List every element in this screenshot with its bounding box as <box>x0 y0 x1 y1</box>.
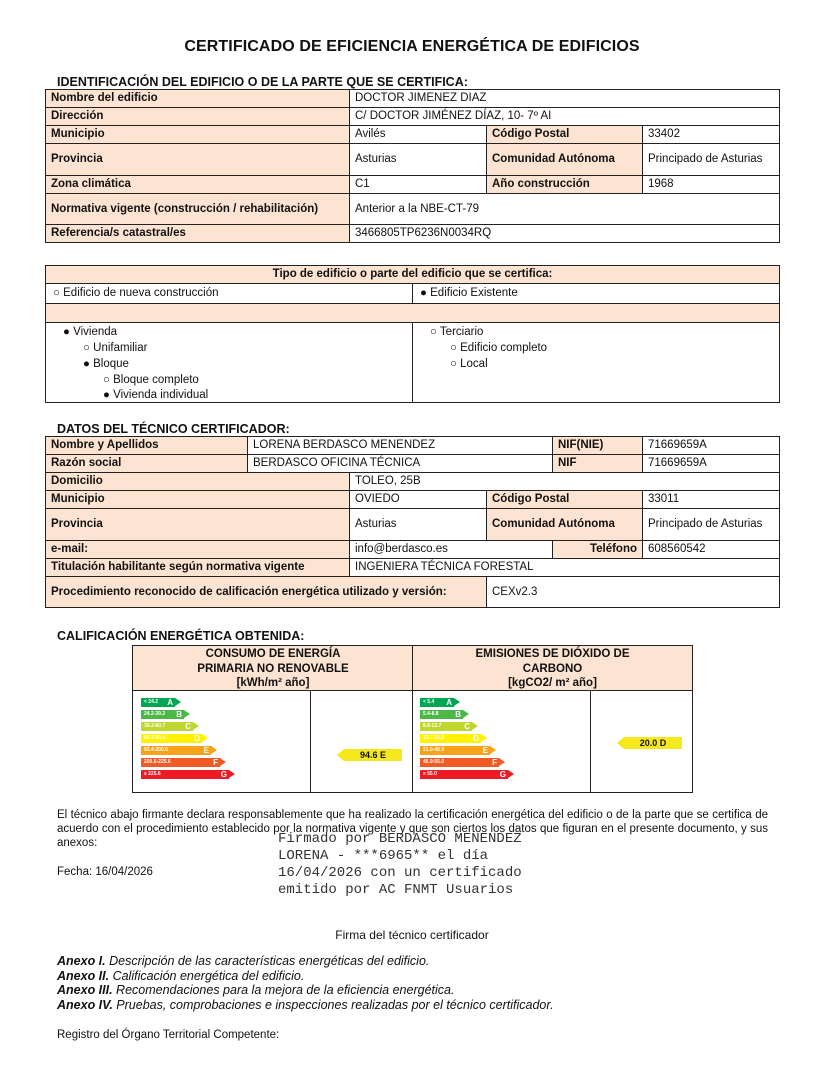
label-procedimiento: Procedimiento reconocido de calificación energética utilizado y versión: <box>46 577 487 608</box>
annex-list <box>57 954 554 1012</box>
label-titulacion: Titulación habilitante según normativa vigente <box>46 559 350 577</box>
value-codigo-postal: 33402 <box>643 126 780 144</box>
scale-bar-c: 39.2-60.7 C <box>141 722 193 731</box>
rating-section-title: CALIFICACIÓN ENERGÉTICA OBTENIDA: <box>57 629 305 643</box>
emisiones-result-tag: 20.0 D <box>624 737 682 749</box>
label-nif: NIF <box>553 455 643 473</box>
scale-bar-b: 5.4-8.8 B <box>420 710 463 719</box>
scale-bar-d: 60.7-93.4 D <box>141 734 202 743</box>
value-normativa: Anterior a la NBE-CT-79 <box>350 194 780 225</box>
value-zona-climatica: C1 <box>350 176 487 194</box>
consumo-result-tag: 94.6 E <box>344 749 402 761</box>
value-direccion: C/ DOCTOR JIMÉNEZ DÍAZ, 10- 7º AI <box>350 108 780 126</box>
scale-bar-f: 200.6-225.6 F <box>141 758 220 767</box>
fecha: Fecha: 16/04/2026 <box>57 866 153 878</box>
energy-rating-block <box>132 645 693 793</box>
radio-edificio-existente: ● Edificio Existente <box>412 284 779 303</box>
label-zona-climatica: Zona climática <box>46 176 350 194</box>
building-type-header: Tipo de edificio o parte del edificio que se certifica: <box>46 266 779 284</box>
value-tech-provincia: Asturias <box>350 509 487 541</box>
label-email: e-mail: <box>46 541 350 559</box>
building-section-title: IDENTIFICACIÓN DEL EDIFICIO O DE LA PARTE QUE SE CERTIFICA: <box>57 75 468 89</box>
label-tech-municipio: Municipio <box>46 491 350 509</box>
emisiones-header: EMISIONES DE DIÓXIDO DE CARBONO [kgCO2/ m² año] <box>413 646 692 691</box>
digital-signature-stamp: Firmado por BERDASCO MENENDEZ LORENA - ***6965** el día 16/04/2026 con un certificado emitido por AC FNMT Usuarios <box>278 831 522 898</box>
radio-bloque-completo: ○ Bloque completo <box>103 374 199 386</box>
value-tech-comunidad: Principado de Asturias <box>643 509 780 541</box>
value-telefono: 608560542 <box>643 541 780 559</box>
label-razon-social: Razón social <box>46 455 248 473</box>
consumo-header: CONSUMO DE ENERGÍA PRIMARIA NO RENOVABLE [kWh/m² año] <box>133 646 413 691</box>
label-nif-nie: NIF(NIE) <box>553 437 643 455</box>
label-codigo-postal: Código Postal <box>487 126 643 144</box>
value-tech-municipio: OVIEDO <box>350 491 487 509</box>
value-municipio: Avilés <box>350 126 487 144</box>
value-nif-nie: 71669659A <box>643 437 780 455</box>
value-anio-construccion: 1968 <box>643 176 780 194</box>
label-tech-provincia: Provincia <box>46 509 350 541</box>
value-procedimiento: CEXv2.3 <box>487 577 780 608</box>
scale-bar-g: ≥ 225.6 G <box>141 770 229 779</box>
scale-bar-d: 13.7-21.0 D <box>420 734 481 743</box>
label-tech-nombre: Nombre y Apellidos <box>46 437 248 455</box>
registro: Registro del Órgano Territorial Competente: <box>57 1029 280 1041</box>
scale-bar-e: 21.0-45.9 E <box>420 746 490 755</box>
label-domicilio: Domicilio <box>46 473 350 491</box>
label-comunidad: Comunidad Autónoma <box>487 144 643 176</box>
label-tech-cp: Código Postal <box>487 491 643 509</box>
annex-item: Anexo I. Descripción de las características energéticas del edificio. <box>57 954 430 968</box>
building-table <box>45 89 780 243</box>
document-title: CERTIFICADO DE EFICIENCIA ENERGÉTICA DE EDIFICIOS <box>184 38 640 55</box>
radio-vivienda-individual: ● Vivienda individual <box>103 389 209 401</box>
building-type-box <box>45 265 780 403</box>
annex-item: Anexo IV. Pruebas, comprobaciones e inspecciones realizadas por el técnico certificador. <box>57 997 554 1012</box>
value-domicilio: TOLEO, 25B <box>350 473 780 491</box>
radio-vivienda: ● Vivienda <box>63 326 118 338</box>
value-titulacion: INGENIERA TÉCNICA FORESTAL <box>350 559 780 577</box>
label-municipio: Municipio <box>46 126 350 144</box>
scale-bar-g: ≥ 55.0 G <box>420 770 508 779</box>
label-provincia: Provincia <box>46 144 350 176</box>
firma-label: Firma del técnico certificador <box>335 928 489 942</box>
tech-table <box>45 436 780 608</box>
declaration-text: El técnico abajo firmante declara responsablemente que ha realizado la certificación energética del edificio o de la parte que se certifica de acuerdo con el procedimiento establecido por la normativa vigente y que son ciertos los datos que figuran en el presente documento, y sus anexos: <box>57 809 768 849</box>
value-catastral: 3466805TP6236N0034RQ <box>350 225 780 243</box>
annex-item: Anexo II. Calificación energética del edificio. <box>57 968 305 983</box>
label-tech-comunidad: Comunidad Autónoma <box>487 509 643 541</box>
label-direccion: Dirección <box>46 108 350 126</box>
scale-bar-f: 45.9-55.0 F <box>420 758 499 767</box>
value-tech-cp: 33011 <box>643 491 780 509</box>
radio-bloque: ● Bloque <box>83 358 129 370</box>
value-nombre-edificio: DOCTOR JIMENEZ DIAZ <box>350 90 780 108</box>
value-tech-nombre: LORENA BERDASCO MENENDEZ <box>248 437 553 455</box>
value-razon-social: BERDASCO OFICINA TÉCNICA <box>248 455 553 473</box>
radio-unifamiliar: ○ Unifamiliar <box>83 342 148 354</box>
value-email: info@berdasco.es <box>350 541 553 559</box>
scale-bar-a: < 5.4 A <box>420 698 454 707</box>
annex-item: Anexo III. Recomendaciones para la mejora de la eficiencia energética. <box>57 983 455 997</box>
radio-terciario: ○ Terciario <box>430 326 484 338</box>
radio-nueva-construccion: ○ Edificio de nueva construcción <box>53 287 219 299</box>
tech-section-title: DATOS DEL TÉCNICO CERTIFICADOR: <box>57 422 290 436</box>
label-anio-construccion: Año construcción <box>487 176 643 194</box>
scale-bar-e: 93.4-200.6 E <box>141 746 211 755</box>
scale-bar-b: 24.2-39.2 B <box>141 710 184 719</box>
value-comunidad: Principado de Asturias <box>643 144 780 176</box>
value-nif: 71669659A <box>643 455 780 473</box>
radio-edificio-completo: ○ Edificio completo <box>450 342 548 354</box>
value-provincia: Asturias <box>350 144 487 176</box>
label-nombre-edificio: Nombre del edificio <box>46 90 350 108</box>
radio-local: ○ Local <box>450 358 488 370</box>
label-normativa: Normativa vigente (construcción / rehabilitación) <box>46 194 350 225</box>
label-catastral: Referencia/s catastral/es <box>46 225 350 243</box>
scale-bar-c: 8.8-13.7 C <box>420 722 472 731</box>
label-telefono: Teléfono <box>553 541 643 559</box>
scale-bar-a: < 24.2 A <box>141 698 175 707</box>
